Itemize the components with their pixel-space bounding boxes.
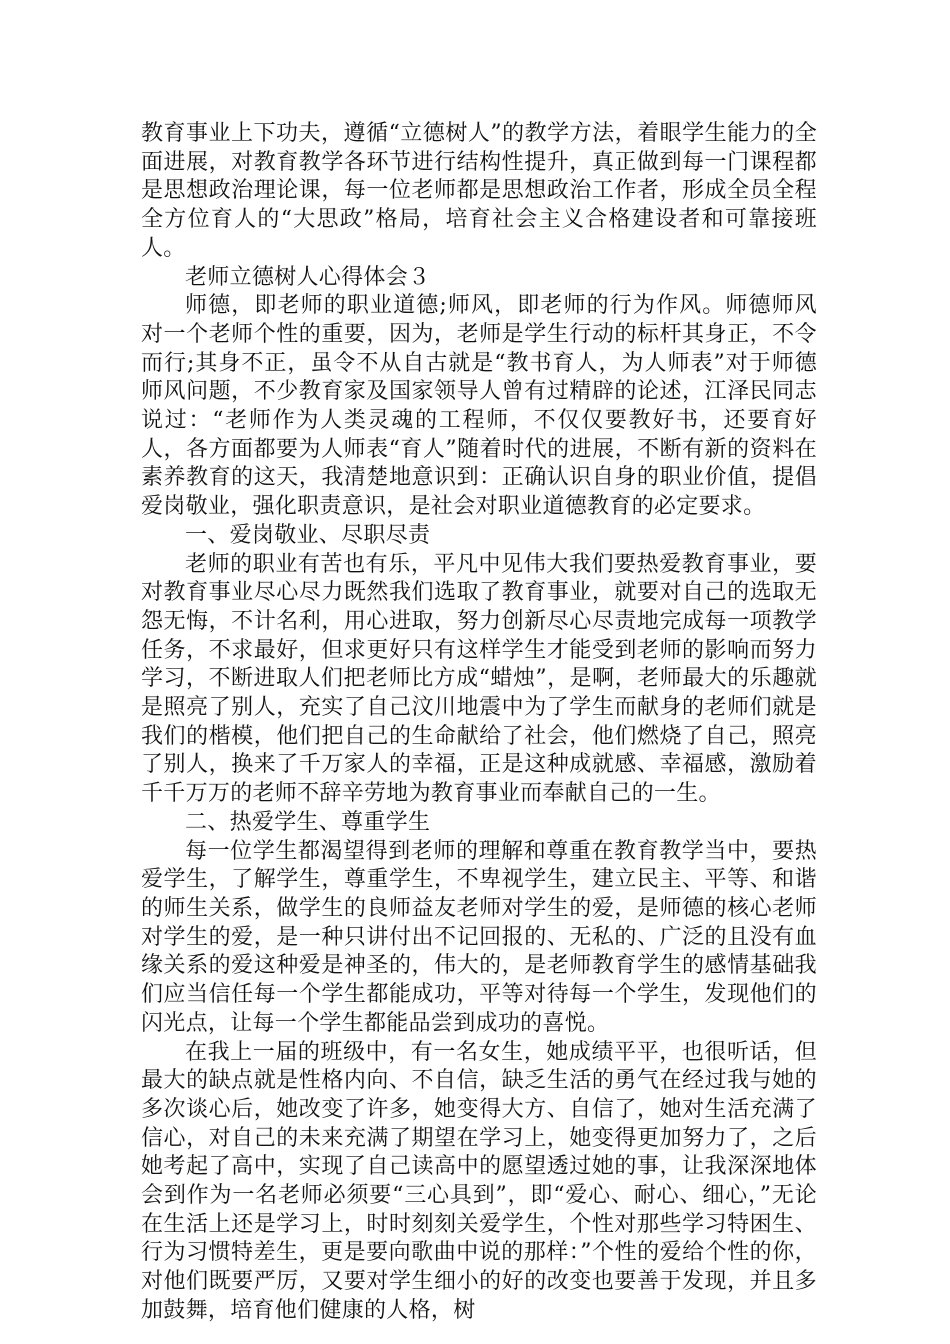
paragraph-teacher-ethics: 师德，即老师的职业道德;师风，即老师的行为作风。师德师风对一个老师个性的重要，因为，老师是学生行动的标杆其身正，不令而行;其身不正，虽令不从自古就是“教书育人，为人师表”对于师德师风问题，不少教育家及国家领导人曾有过精辟的论述，江泽民同志说过：“老师作为人类灵魂的工程师，不仅仅要教好书，还要育好人，各方面都要为人师表“育人”随着时代的进展，不断有新的资料在素养教育的这天，我清楚地意识到：正确认识自身的职业价值，提倡爱岗敬业，强化职责意识，是社会对职业道德教育的必定要求。 xyxy=(141,293,817,520)
heading-love-students: 二、热爱学生、尊重学生 xyxy=(185,809,431,835)
heading-dedication: 一、爱岗敬业、尽职尽责 xyxy=(185,522,431,548)
paragraph-love-students: 每一位学生都渴望得到老师的理解和尊重在教育教学当中，要热爱学生，了解学生，尊重学生，不卑视学生，建立民主、平等、和谐的师生关系，做学生的良师益友老师对学生的爱，是师德的核心老师对学生的爱，是一种只讲付出不记回报的、无私的、广泛的且没有血缘关系的爱这种爱是神圣的，伟大的，是老师教育学生的感情基础我们应当信任每一个学生都能成功，平等对待每一个学生，发现他们的闪光点，让每一个学生都能品尝到成功的喜悦。 xyxy=(141,838,817,1036)
paragraph-intro: 教育事业上下功夫，遵循“立德树人”的教学方法，着眼学生能力的全面进展，对教育教学各环节进行结构性提升，真正做到每一门课程都是思想政治理论课，每一位老师都是思想政治工作者，形成全员全程全方位育人的“大思政”格局，培育社会主义合格建设者和可靠接班人。 xyxy=(141,121,817,261)
paragraph-dedication: 老师的职业有苦也有乐，平凡中见伟大我们要热爱教育事业，要对教育事业尽心尽力既然我们选取了教育事业，就要对自己的选取无怨无悔，不计名利，用心进取，努力创新尽心尽责地完成每一项教学任务，不求最好，但求更好只有这样学生才能受到老师的影响而努力学习，不断进取人们把老师比方成“蜡烛”，是啊，老师最大的乐趣就是照亮了别人，充实了自己汶川地震中为了学生而献身的老师们就是我们的楷模，他们把自己的生命献给了社会，他们燃烧了自己，照亮了别人，换来了千万家人的幸福，正是这种成就感、幸福感，激励着千千万万的老师不辞辛劳地为教育事业而奉献自己的一生。 xyxy=(141,551,817,807)
section-title: 老师立德树人心得体会３ xyxy=(185,264,431,290)
document-body xyxy=(141,120,817,1326)
paragraph-student-story: 在我上一届的班级中，有一名女生，她成绩平平，也很听话，但最大的缺点就是性格内向、不自信，缺乏生活的勇气在经过我与她的多次谈心后，她改变了许多，她变得大方、自信了，她对生活充满了信心，对自己的未来充满了期望在学习上，她变得更加努力了，之后她考起了高中，实现了自己读高中的愿望透过她的事，让我深深地体会到作为一名老师必须要“三心具到”，即“爱心、耐心、细心，”无论在生活上还是学习上，时时刻刻关爱学生，个性对那些学习特困生、行为习惯特差生，更是要向歌曲中说的那样：”个性的爱给个性的你，对他们既要严厉，又要对学生细小的好的改变也要善于发现，并且多加鼓舞，培育他们健康的人格，树 xyxy=(141,1039,817,1323)
